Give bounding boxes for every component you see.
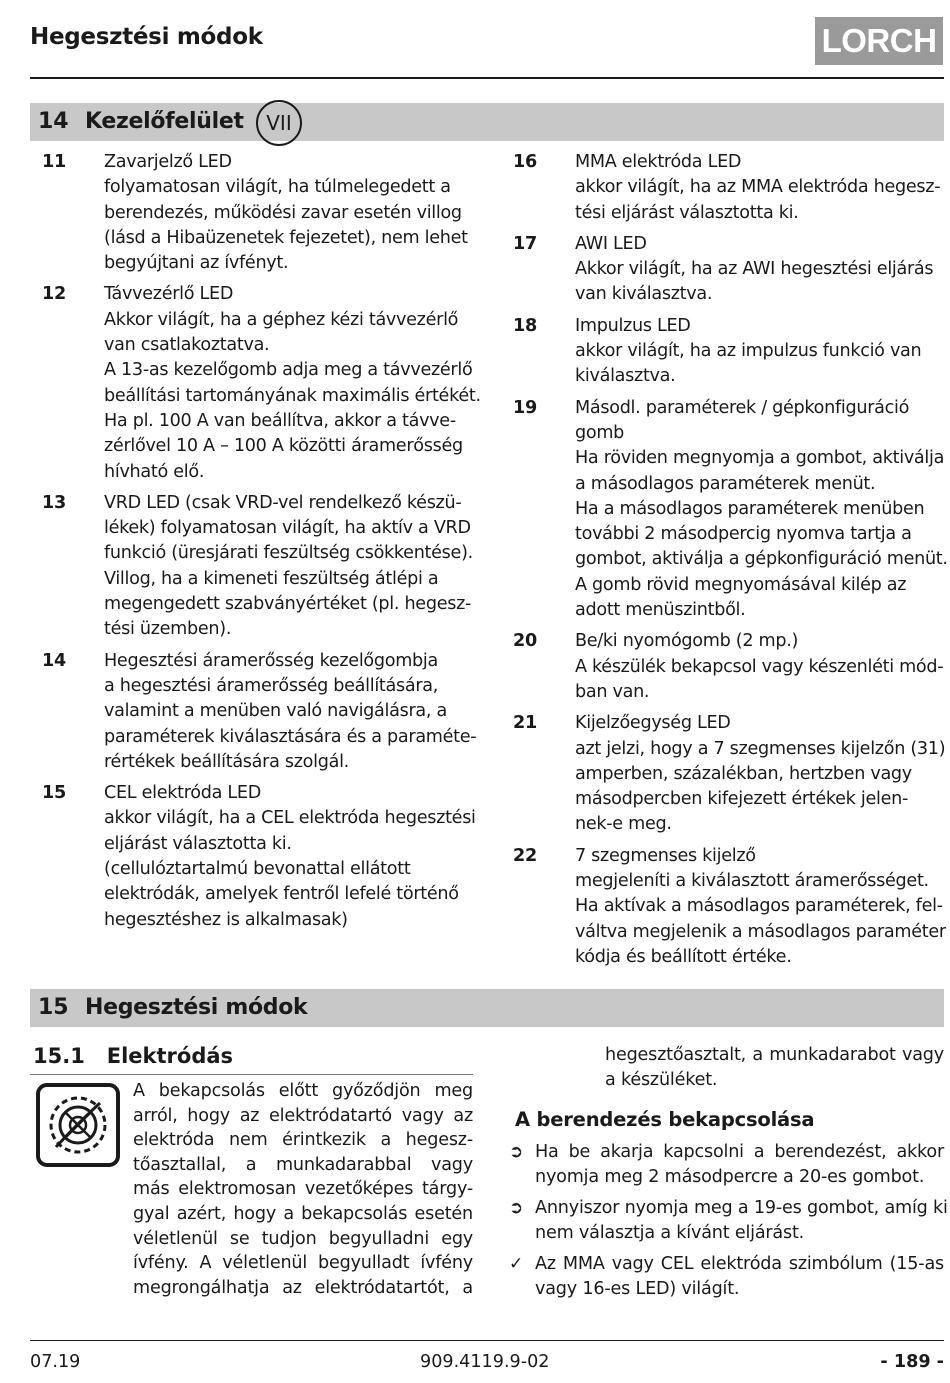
text-line: tőasztallal, a munkadarabbal vagy — [133, 1154, 473, 1175]
lorch-logo: LORCH — [815, 17, 943, 65]
text-line: Akkor világít, ha az AWI hegesztési eljárás — [575, 259, 934, 280]
text-line: másodpercben kifejezett értékek jelen- — [575, 789, 908, 810]
text-line: (lásd a Hibaüzenetek fejezetet), nem lehet — [104, 227, 468, 248]
legend-item — [42, 150, 482, 276]
step-text — [535, 1196, 948, 1245]
header-rule — [30, 77, 944, 79]
text-line: gombot, aktiválja a gépkonfiguráció menüt. — [575, 549, 948, 570]
step-text — [535, 1252, 944, 1301]
right-column-list — [513, 150, 947, 976]
legend-item-text — [575, 232, 947, 308]
text-line: A készülék bekapcsol vagy készenléti mód- — [575, 656, 944, 677]
legend-item — [513, 232, 947, 308]
text-line: rértékek beállítására szolgál. — [104, 751, 349, 772]
legend-item-number: 12 — [42, 284, 66, 305]
footer-rule — [30, 1340, 944, 1341]
text-line: paraméterek kiválasztására és a paraméte- — [104, 726, 477, 747]
subsection-rule — [30, 1074, 473, 1075]
text-line: nek-e meg. — [575, 814, 672, 835]
text-line: beállítási tartományának maximális értékét. — [104, 385, 481, 406]
text-line: Másodl. paraméterek / gépkonfiguráció — [575, 397, 910, 418]
text-line: arról, hogy az elektródatartó vagy az — [133, 1105, 473, 1126]
text-line: hegesztéshez is alkalmasak) — [104, 909, 348, 930]
power-on-heading: A berendezés bekapcsolása — [515, 1108, 815, 1131]
text-line: további 2 másodpercig nyomva tartja a — [575, 524, 912, 545]
text-line: Ha aktívak a másodlagos paraméterek, fel- — [575, 896, 943, 917]
text-line: véletlenül se tudjon begyulladni egy — [133, 1228, 473, 1249]
warning-text-continued — [605, 1043, 944, 1092]
legend-item-number: 14 — [42, 650, 66, 671]
text-line: Ha be akarja kapcsolni a berendezést, akkor — [535, 1142, 944, 1162]
text-line: VRD LED (csak VRD-vel rendelkező készü- — [104, 492, 462, 513]
text-line: MMA elektróda LED — [575, 152, 742, 172]
legend-item-number: 11 — [42, 152, 66, 172]
text-line: nyomja meg 2 másodpercre a 20-es gombot. — [535, 1166, 925, 1187]
text-line: A gomb rövid megnyomásával kilép az — [575, 574, 907, 595]
text-line: a készüléket. — [605, 1069, 718, 1090]
text-line: gyal azért, hogy a bekapcsolás esetén — [133, 1203, 473, 1224]
text-line: berendezés, működési zavar esetén villog — [104, 202, 462, 223]
text-line: Zavarjelző LED — [104, 152, 232, 172]
legend-item — [42, 781, 482, 933]
text-line: 7 szegmenses kijelző — [575, 845, 756, 866]
text-line: ban van. — [575, 681, 650, 702]
footer-date: 07.19 — [30, 1352, 81, 1372]
legend-item — [513, 314, 947, 390]
legend-item-text — [104, 781, 482, 933]
action-arrow-icon: ➲ — [509, 1198, 524, 1219]
text-line: Távvezérlő LED — [104, 284, 234, 305]
text-line: Ha röviden megnyomja a gombot, aktiválja — [575, 448, 945, 469]
text-line: nem választja a kívánt eljárást. — [535, 1222, 805, 1243]
section-15-bar — [30, 989, 944, 1027]
step-item — [509, 1196, 948, 1245]
text-line: Impulzus LED — [575, 315, 691, 336]
legend-item-text — [575, 150, 947, 226]
legend-item-text — [104, 150, 482, 276]
section-14-title: Kezelőfelület — [85, 109, 244, 134]
text-line: AWI LED — [575, 233, 647, 254]
text-line: Kijelzőegység LED — [575, 713, 731, 734]
legend-item-number: 18 — [513, 315, 537, 336]
text-line: ívfény. A véletlenül begyulladt ívfény — [133, 1253, 473, 1274]
text-line: Ha a másodlagos paraméterek menüben — [575, 498, 925, 519]
legend-item — [42, 649, 482, 775]
figure-ref-badge: VII — [256, 100, 302, 146]
text-line: hívható elő. — [104, 461, 205, 482]
text-line: adott menüszintből. — [575, 600, 746, 621]
legend-item — [513, 396, 947, 624]
text-line: azt jelzi, hogy a 7 szegmenses kijelzőn (31) — [575, 738, 946, 759]
legend-item-number: 16 — [513, 152, 537, 172]
text-line: valamint a menüben való navigálásra, a — [104, 701, 447, 722]
subsection-15-1-title: 15.1 Elektródás — [33, 1044, 234, 1068]
page-header-title: Hegesztési módok — [30, 24, 263, 50]
legend-item — [42, 491, 482, 643]
text-line: elektródák, amelyek fentről lefelé történő — [104, 884, 459, 905]
legend-item-number: 22 — [513, 845, 537, 866]
legend-item-text — [575, 396, 948, 624]
text-line: Hegesztési áramerősség kezelőgombja — [104, 650, 438, 671]
text-line: kódja és beállított értéke. — [575, 946, 792, 967]
text-line: megjeleníti a kiválasztott áramerősséget. — [575, 871, 929, 892]
text-line: van csatlakoztatva. — [104, 335, 270, 356]
text-line: más elektromosan vezetőképes tárgy- — [133, 1179, 473, 1200]
text-line: CEL elektróda LED — [104, 783, 261, 804]
text-line: tési üzemben). — [104, 619, 232, 640]
step-item — [509, 1140, 944, 1189]
legend-item-number: 15 — [42, 783, 66, 804]
safety-switch-off-icon — [36, 1083, 120, 1167]
text-line: A 13-as kezelőgomb adja meg a távvezérlő — [104, 360, 473, 381]
legend-item-number: 20 — [513, 631, 537, 652]
text-line: elektróda nem érintkezik a hegesz- — [133, 1130, 473, 1151]
text-line: (cellulóztartalmú bevonattal ellátott — [104, 859, 411, 880]
text-line: a másodlagos paraméterek menüt. — [575, 473, 876, 494]
legend-item-number: 13 — [42, 492, 66, 513]
text-line: begyújtani az ívfényt. — [104, 253, 289, 274]
footer-page-number: - 189 - — [880, 1352, 944, 1372]
text-line: megengedett szabványértéket (pl. hegesz- — [104, 594, 472, 615]
text-line: Be/ki nyomógomb (2 mp.) — [575, 631, 799, 652]
legend-item-text — [104, 282, 482, 484]
text-line: eljárást választotta ki. — [104, 833, 292, 854]
legend-item — [513, 629, 947, 705]
legend-item — [513, 844, 947, 970]
text-line: váltva megjelenik a másodlagos paraméter — [575, 921, 946, 942]
text-line: megrongálhatja az elektródatartót, a — [133, 1277, 473, 1298]
legend-item-text — [575, 844, 947, 970]
text-line: funkció (üresjárati feszültség csökkentése). — [104, 543, 473, 564]
warning-text — [133, 1079, 473, 1300]
legend-item — [42, 282, 482, 484]
text-line: folyamatosan világít, ha túlmelegedett a — [104, 177, 451, 198]
legend-item-number: 17 — [513, 233, 537, 254]
legend-item-text — [575, 629, 947, 705]
legend-item-text — [575, 711, 947, 837]
text-line: Ha pl. 100 A van beállítva, akkor a távve- — [104, 410, 456, 431]
text-line: gomb — [575, 422, 625, 443]
text-line: amperben, százalékban, hertzben vagy — [575, 763, 912, 784]
section-15-number: 15 — [38, 995, 69, 1020]
step-text — [535, 1140, 944, 1189]
text-line: van kiválasztva. — [575, 284, 713, 305]
text-line: zérlővel 10 A – 100 A közötti áramerősség — [104, 436, 463, 457]
legend-item-text — [104, 491, 482, 643]
legend-item — [513, 150, 947, 226]
text-line: hegesztőasztalt, a munkadarabot vagy — [605, 1045, 944, 1065]
text-line: lékek) folyamatosan világít, ha aktív a VRD — [104, 518, 471, 539]
text-line: kiválasztva. — [575, 366, 676, 387]
checkmark-icon: ✓ — [509, 1254, 524, 1275]
legend-item-text — [104, 649, 482, 775]
text-line: akkor világít, ha az impulzus funkció van — [575, 341, 922, 362]
step-item — [509, 1252, 944, 1301]
text-line: vagy 16-es LED) világít. — [535, 1278, 740, 1299]
text-line: Annyiszor nyomja meg a 19-es gombot, amíg ki — [535, 1198, 948, 1219]
text-line: akkor világít, ha a CEL elektróda hegesztési — [104, 808, 476, 829]
text-line: a hegesztési áramerősség beállítására, — [104, 675, 439, 696]
text-line: A bekapcsolás előtt győződjön meg — [133, 1081, 473, 1101]
legend-item-number: 21 — [513, 713, 537, 734]
text-line: Villog, ha a kimeneti feszültség átlépi a — [104, 568, 439, 589]
text-line: Akkor világít, ha a géphez kézi távvezérlő — [104, 309, 459, 330]
text-line: Az MMA vagy CEL elektróda szimbólum (15-as — [535, 1254, 944, 1275]
section-14-bar — [30, 103, 944, 141]
left-column-list — [42, 150, 482, 939]
section-14-number: 14 — [38, 109, 69, 134]
text-line: akkor világít, ha az MMA elektróda hegesz- — [575, 177, 941, 198]
power-on-steps — [509, 1140, 948, 1309]
legend-item — [513, 711, 947, 837]
legend-item-number: 19 — [513, 397, 537, 418]
text-line: tési eljárást választotta ki. — [575, 202, 799, 223]
section-15-title: Hegesztési módok — [85, 995, 308, 1020]
footer-document-number: 909.4119.9-02 — [420, 1352, 550, 1372]
action-arrow-icon: ➲ — [509, 1142, 524, 1162]
legend-item-text — [575, 314, 947, 390]
